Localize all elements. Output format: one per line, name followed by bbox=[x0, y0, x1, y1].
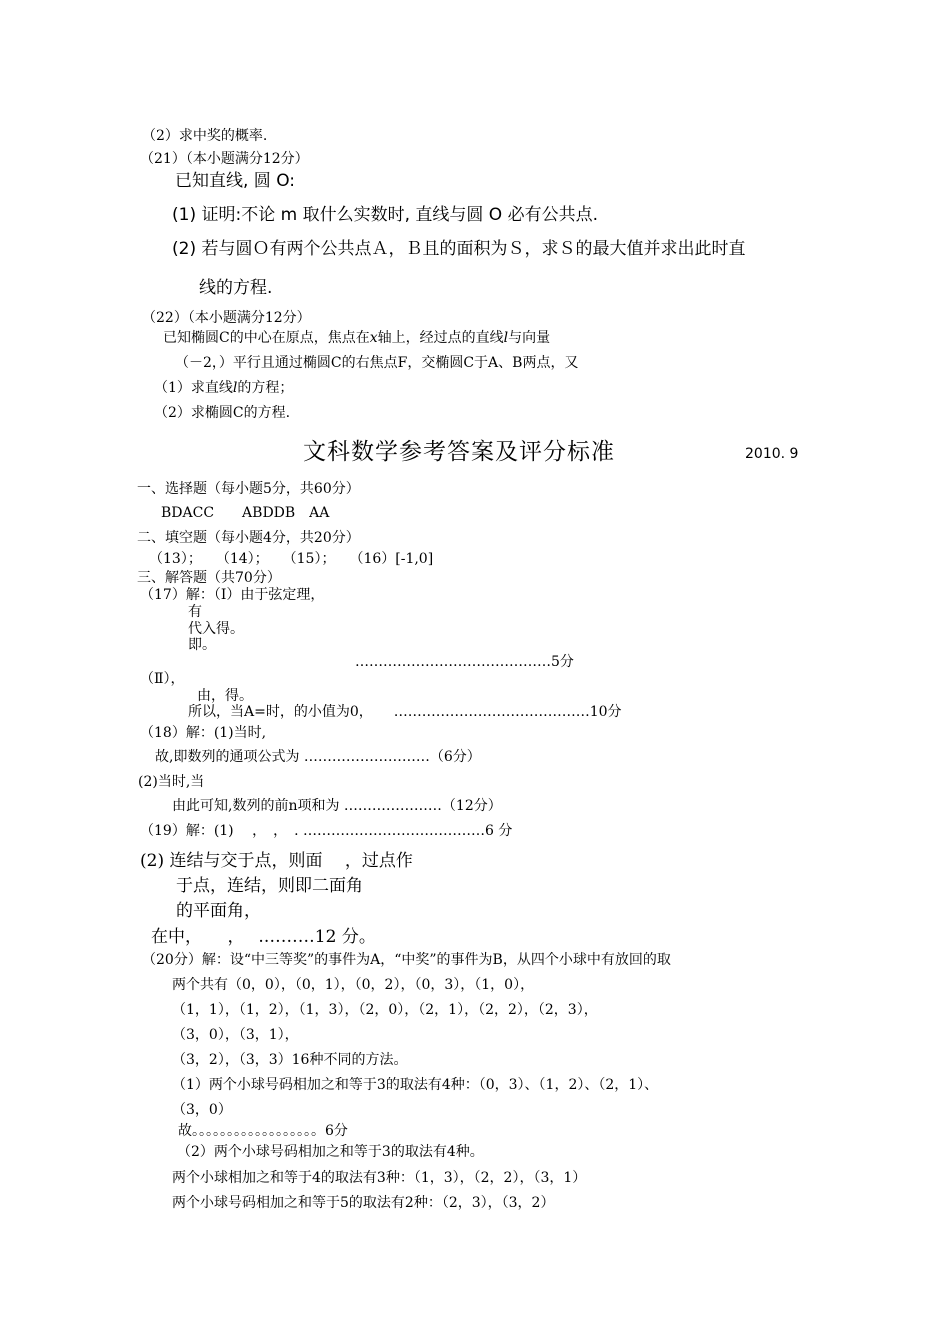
q22-part1-l: l bbox=[232, 380, 238, 396]
q20-part2-text: （2）求中奖的概率. bbox=[142, 128, 268, 144]
q21-header: （21）（本小题满分12分） bbox=[140, 151, 309, 167]
a17-score1: ……………………………………5分 bbox=[355, 654, 574, 670]
a17-part2: （Ⅱ）， bbox=[140, 671, 185, 687]
section1-header: 一、选择题（每小题5分，共60分） bbox=[137, 481, 360, 497]
q22-stem-x: x bbox=[369, 330, 378, 346]
a17-line2: 有 bbox=[188, 604, 202, 620]
a20-line2: 两个共有（0，0），（0，1），（0，2），（0，3），（1，0）， bbox=[172, 977, 535, 993]
q22-part1-a: （1）求直线 bbox=[154, 380, 233, 396]
a20-line6: （1）两个小球号码相加之和等于3的取法有4种：（0，3）、（1，2）、（2，1）、 bbox=[172, 1077, 659, 1093]
q21-stem: 已知直线, 圆 O: bbox=[175, 171, 296, 191]
q21-part2-cont: 线的方程. bbox=[199, 278, 273, 298]
q22-part2: （2）求椭圆C的方程. bbox=[154, 405, 291, 421]
section2-answers: （13）； （14）； （15）； （16）[-1,0] bbox=[149, 551, 434, 567]
a20-line5: （3，2），（3，3）16种不同的方法。 bbox=[172, 1052, 408, 1068]
a19-line4: 的平面角， bbox=[176, 901, 261, 921]
a18-line2: 故,即数列的通项公式为 ………………………（6分） bbox=[155, 749, 481, 765]
a20-line3: （1，1），（1，2），（1，3），（2，0），（2，1），（2，2），（2，3）， bbox=[172, 1002, 598, 1018]
a18-line4: 由此可知,数列的前n项和为 …………………（12分） bbox=[172, 798, 502, 814]
q22-part1-c: 的方程； bbox=[237, 380, 294, 396]
q22-stem-cont: （－2，）平行且通过椭圆C的右焦点F，交椭圆C于A、B两点，又 bbox=[175, 355, 579, 371]
a18-line1: （18）解：(1)当时, bbox=[140, 725, 267, 741]
a18-line3: (2)当时,当 bbox=[138, 774, 205, 790]
q22-stem-e: 与向量 bbox=[508, 330, 551, 346]
answer-date: 2010. 9 bbox=[745, 446, 799, 462]
a17-line3: 代入得。 bbox=[188, 621, 244, 637]
q22-header: （22）（本小题满分12分） bbox=[142, 310, 311, 326]
q22-stem-a: 已知椭圆C的中心在原点，焦点在 bbox=[163, 330, 370, 346]
a19-line3: 于点，连结，则即二面角 bbox=[176, 876, 363, 896]
q21-part2: (2) 若与圆Ｏ有两个公共点Ａ，Ｂ且的面积为Ｓ，求Ｓ的最大值并求出此时直 bbox=[172, 239, 746, 259]
q22-stem-c: 轴上，经过点的直线 bbox=[377, 330, 504, 346]
a20-line8: 故。。。。。。。。。。。。。。。。。。6分 bbox=[178, 1123, 348, 1139]
a17-line4: 即。 bbox=[188, 637, 216, 653]
a17-line6: 由，得。 bbox=[197, 688, 253, 704]
section3-header: 三、解答题（共70分） bbox=[137, 570, 281, 586]
q21-part1: (1) 证明:不论 m 取什么实数时, 直线与圆 O 必有公共点. bbox=[172, 205, 598, 225]
q22-part1 bbox=[154, 379, 293, 397]
q22-stem-l: l bbox=[503, 330, 509, 346]
a20-line4: （3，0），（3，1）， bbox=[172, 1027, 299, 1043]
a17-line1: （17）解：（I）由于弦定理， bbox=[140, 587, 325, 603]
a19-line2: (2) 连结与交于点，则面 ，过点作 bbox=[140, 851, 413, 871]
section1-answers: BDACC ABDDB AA bbox=[161, 505, 330, 521]
a20-line10: 两个小球相加之和等于4的取法有3种：（1，3），（2，2），（3，1） bbox=[172, 1170, 587, 1186]
q22-stem bbox=[163, 329, 550, 347]
a20-line7: （3，0） bbox=[172, 1102, 232, 1118]
a20-line1: （20分）解：设“中三等奖”的事件为A，“中奖”的事件为B，从四个小球中有放回的取 bbox=[142, 952, 671, 968]
a17-line7: 所以，当A=时，的小值为0， ……………………………………10分 bbox=[188, 704, 622, 720]
a19-line1: （19）解：(1) ， ， . …………………………………6 分 bbox=[140, 823, 513, 839]
a20-line11: 两个小球号码相加之和等于5的取法有2种：（2，3），（3，2） bbox=[172, 1195, 555, 1211]
a19-line5: 在中， ， .………12 分。 bbox=[151, 927, 376, 947]
answer-title: 文科数学参考答案及评分标准 bbox=[303, 439, 615, 465]
a20-line9: （2）两个小球号码相加之和等于3的取法有4种。 bbox=[177, 1144, 484, 1160]
section2-header: 二、填空题（每小题4分，共20分） bbox=[137, 530, 360, 546]
